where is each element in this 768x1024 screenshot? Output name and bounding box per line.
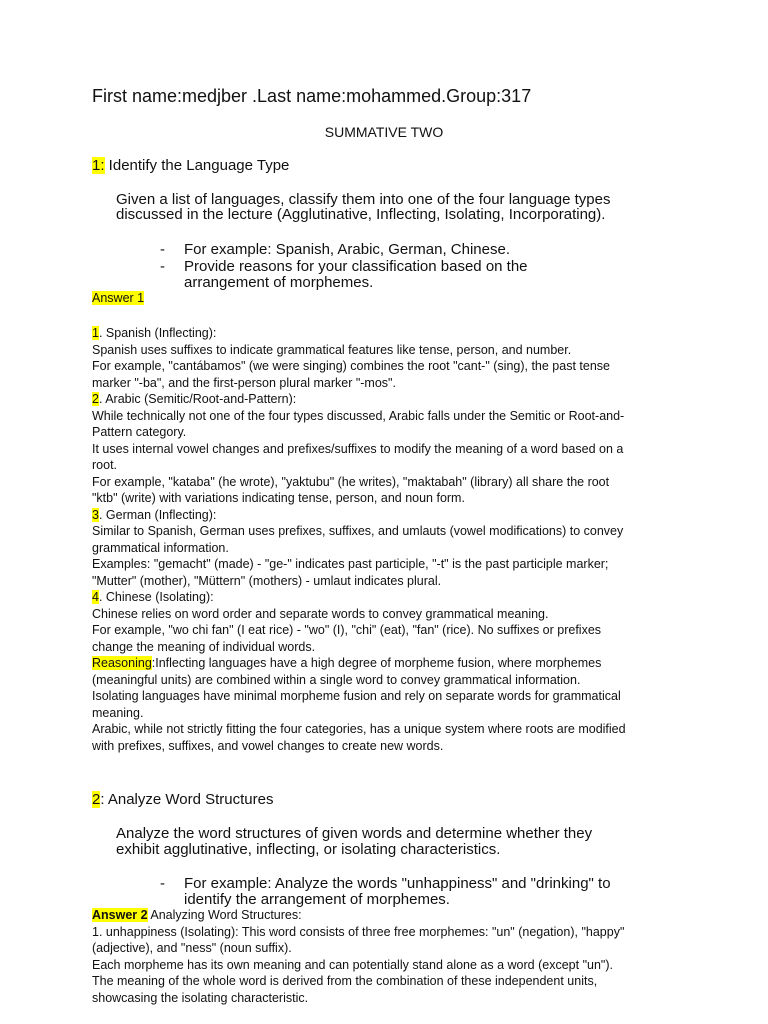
section1-task-line2: discussed in the lecture (Agglutinative, Inflecting, Isolating, Incorporating). xyxy=(116,206,606,223)
answer1-line: For example, "kataba" (he wrote), "yaktubu" (he writes), "maktabah" (library) all share the root xyxy=(92,474,610,489)
answer2-line: showcasing the isolating characteristic. xyxy=(92,990,309,1005)
answer1-line: "Mutter" (mother), "Müttern" (mothers) - umlaut indicates plural. xyxy=(92,573,442,588)
answer1-item2-title: 2. Arabic (Semitic/Root-and-Pattern): xyxy=(92,392,297,406)
student-header: First name:medjber .Last name:mohammed.Group:317 xyxy=(92,86,532,106)
section1-bullet2-text: Provide reasons for your classification based on the xyxy=(184,258,528,275)
reasoning-label: Reasoning xyxy=(92,656,152,670)
reasoning-line: Reasoning:Inflecting languages have a high degree of morpheme fusion, where morphemes xyxy=(92,656,602,670)
answer1-line: For example, "wo chi fan" (I eat rice) - "wo" (I), "chi" (eat), "fan" (rice). No suffixes or prefixes xyxy=(92,623,602,637)
section1-bullet2: - Provide reasons for your classification based on the xyxy=(160,258,528,275)
answer1-line: Examples: "gemacht" (made) - "ge-" indicates past participle, "-t" is the past participle marker; xyxy=(92,557,609,571)
answer1-line: Spanish uses suffixes to indicate grammatical features like tense, person, and number. xyxy=(92,342,572,357)
section2-heading-text: : Analyze Word Structures xyxy=(100,791,274,808)
answer1-line: grammatical information. xyxy=(92,540,229,555)
answer2-line: The meaning of the whole word is derived from the combination of these independent units, xyxy=(92,974,598,988)
section2-number: 2 xyxy=(92,791,101,808)
section2-bullet1: - For example: Analyze the words "unhappiness" and "drinking" to xyxy=(160,875,611,892)
reasoning-line: meaning. xyxy=(92,705,144,720)
answer1-item2-number: 2 xyxy=(92,392,99,406)
answer1-item1-title: 1. Spanish (Inflecting): xyxy=(92,326,217,340)
answer1-item3-title: 3. German (Inflecting): xyxy=(92,507,217,522)
answer1-line: It uses internal vowel changes and prefixes/suffixes to modify the meaning of a word based on a xyxy=(92,441,624,456)
answer1-item4-number: 4 xyxy=(92,590,99,604)
section2-bullet1-text: For example: Analyze the words "unhappiness" and "drinking" to xyxy=(184,875,611,892)
answer1-item4-title: 4. Chinese (Isolating): xyxy=(92,590,214,604)
answer1-line: For example, "cantábamos" (we were singing) combines the root "cant-" (sing), the past tense xyxy=(92,359,610,373)
section2-task-line1: Analyze the word structures of given words and determine whether they xyxy=(116,825,593,842)
answer1-line: marker "-ba", and the first-person plural marker "-mos". xyxy=(92,375,396,390)
section2-task-line2: exhibit agglutinative, inflecting, or isolating characteristics. xyxy=(116,841,501,858)
answer2-header: Answer 2 Analyzing Word Structures: xyxy=(92,908,302,922)
section2-bullet1-cont: identify the arrangement of morphemes. xyxy=(184,891,450,908)
section2-heading xyxy=(92,791,273,808)
answer1-line: While technically not one of the four types discussed, Arabic falls under the Semitic or Root-and- xyxy=(92,408,625,423)
section1-heading xyxy=(92,157,289,174)
section1-bullet1: - For example: Spanish, Arabic, German, Chinese. xyxy=(160,241,510,258)
section1-bullet1-text: For example: Spanish, Arabic, German, Chinese. xyxy=(184,241,510,258)
answer1-label xyxy=(92,290,144,307)
answer1-item3-number: 3 xyxy=(92,507,99,522)
answer2-line: Each morpheme has its own meaning and can potentially stand alone as a word (except "un"). xyxy=(92,957,613,972)
answer2-label: Answer 2 xyxy=(92,908,148,922)
answer1-item1-number: 1 xyxy=(92,326,99,340)
document-subtitle: SUMMATIVE TWO xyxy=(324,124,444,140)
reasoning-line: (meaningful units) are combined within a single word to convey grammatical information. xyxy=(92,672,581,687)
answer2-line: 1. unhappiness (Isolating): This word consists of three free morphemes: "un" (negation), "happy" xyxy=(92,924,625,939)
answer1-line: Pattern category. xyxy=(92,425,187,439)
reasoning-line: Arabic, while not strictly fitting the four categories, has a unique system where roots are modified xyxy=(92,722,626,736)
section1-task-line1: Given a list of languages, classify them into one of the four language types xyxy=(116,191,611,208)
section1-bullet2-cont: arrangement of morphemes. xyxy=(184,274,374,291)
section1-number: 1: xyxy=(92,157,105,174)
answer1-label-text: Answer 1 xyxy=(92,291,145,305)
answer1-line: change the meaning of individual words. xyxy=(92,639,316,654)
answer1-line: root. xyxy=(92,458,118,472)
answer1-line: Similar to Spanish, German uses prefixes, suffixes, and umlauts (vowel modifications) to convey xyxy=(92,524,624,538)
answer1-body xyxy=(92,325,692,754)
answer2-body xyxy=(92,907,692,1006)
reasoning-line: Isolating languages have minimal morpheme fusion and rely on separate words for grammatical xyxy=(92,689,621,703)
answer2-line: (adjective), and "ness" (noun suffix). xyxy=(92,941,292,955)
answer1-line: Chinese relies on word order and separate words to convey grammatical meaning. xyxy=(92,606,549,621)
reasoning-line: with prefixes, suffixes, and vowel changes to create new words. xyxy=(92,738,444,753)
section1-heading-text: Identify the Language Type xyxy=(104,157,290,174)
answer1-line: "ktb" (write) with variations indicating tense, person, and noun form. xyxy=(92,491,465,505)
